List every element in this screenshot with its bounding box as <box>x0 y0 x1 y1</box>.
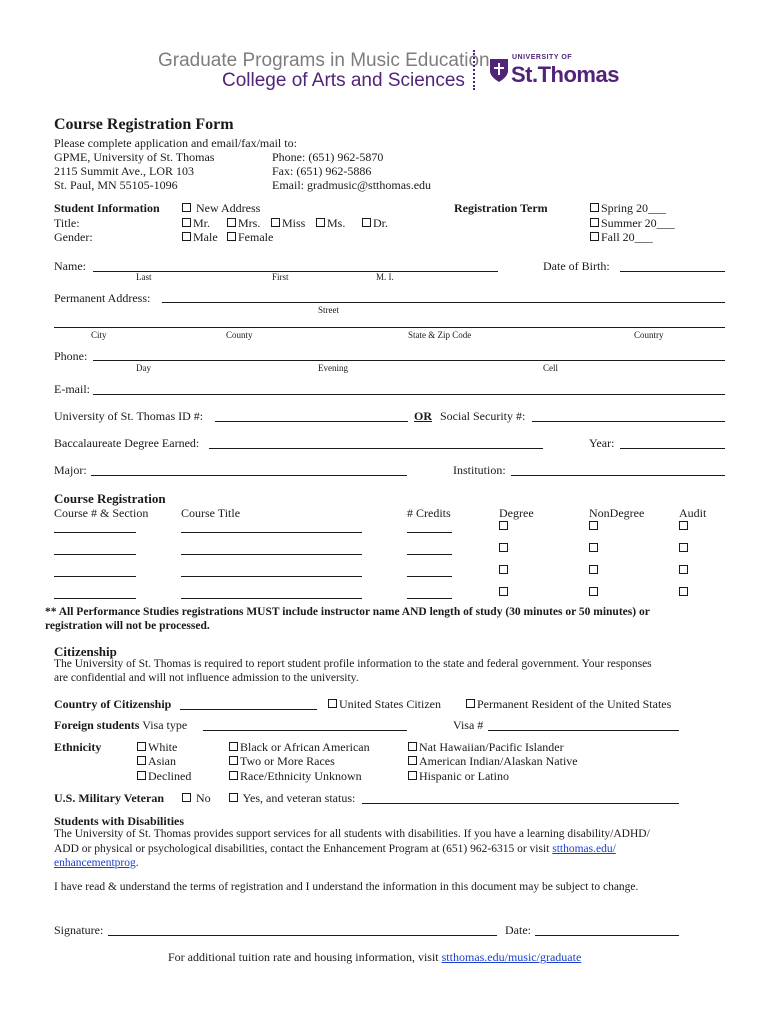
header-college-title: College of Arts and Sciences <box>222 70 465 91</box>
title-option-label: Ms. <box>327 216 346 230</box>
gender-option-label: Female <box>238 230 274 244</box>
address-line-1: GPME, University of St. Thomas <box>54 150 215 164</box>
title-option-dr[interactable] <box>362 216 388 231</box>
enhancement-link-part-1[interactable]: stthomas.edu/ <box>552 843 616 855</box>
checkbox-icon[interactable] <box>408 771 417 780</box>
institution-field[interactable] <box>511 475 725 476</box>
new-address-option[interactable] <box>182 201 260 216</box>
disabilities-line-3 <box>54 857 139 869</box>
nondegree-checkbox[interactable] <box>589 587 598 596</box>
checkbox-icon[interactable] <box>590 203 599 212</box>
ethnicity-hawaiian-option[interactable] <box>408 740 564 755</box>
course-title-field[interactable] <box>181 576 362 577</box>
gender-option-label: Male <box>193 230 218 244</box>
email-label: E-mail: <box>54 382 90 396</box>
disabilities-line-1: The University of St. Thomas provides support services for all students with disabilities. If you have a learning disability/ADHD/ <box>54 828 650 840</box>
credits-field[interactable] <box>407 598 452 599</box>
ethnicity-option-label: White <box>148 740 178 754</box>
agreement-statement: I have read & understand the terms of registration and I understand the information in this document may be subject to change. <box>54 881 639 893</box>
checkbox-icon[interactable] <box>227 218 236 227</box>
disabilities-line-2 <box>54 843 616 855</box>
address-line-3: St. Paul, MN 55105-1096 <box>54 178 178 192</box>
foreign-students-row <box>54 718 187 733</box>
foreign-students-label: Foreign students <box>54 718 140 732</box>
street-sublabel: Street <box>318 305 339 315</box>
checkbox-icon[interactable] <box>229 756 238 765</box>
checkbox-icon[interactable] <box>408 742 417 751</box>
ethnicity-black-option[interactable] <box>229 740 370 755</box>
ust-id-label: University of St. Thomas ID #: <box>54 409 204 423</box>
veteran-no-option[interactable] <box>182 791 211 806</box>
name-label: Name: <box>54 259 86 273</box>
name-sublabel-mi: M. I. <box>376 272 394 282</box>
footer-info <box>168 950 581 965</box>
gender-label: Gender: <box>54 230 93 244</box>
perm-resident-option[interactable] <box>466 697 671 712</box>
country-sublabel: Country <box>634 330 664 340</box>
audit-checkbox[interactable] <box>679 543 688 552</box>
bacc-label: Baccalaureate Degree Earned: <box>54 436 200 450</box>
ssn-field[interactable] <box>532 421 725 422</box>
ethnicity-option-label: Two or More Races <box>240 754 335 768</box>
checkbox-icon[interactable] <box>182 793 191 802</box>
visa-number-label: Visa # <box>453 718 484 732</box>
gender-option-male[interactable] <box>182 230 218 245</box>
title-option-label: Dr. <box>373 216 388 230</box>
credits-field[interactable] <box>407 576 452 577</box>
name-sublabel-last: Last <box>136 272 152 282</box>
major-field[interactable] <box>91 475 407 476</box>
state-zip-sublabel: State & Zip Code <box>408 330 472 340</box>
col-course-section: Course # & Section <box>54 506 149 520</box>
ssn-label: Social Security #: <box>440 409 526 423</box>
date-label: Date: <box>505 923 531 937</box>
header-divider <box>473 50 475 90</box>
street-field[interactable] <box>162 302 725 303</box>
ethnicity-label: Ethnicity <box>54 740 102 754</box>
signature-label: Signature: <box>54 923 104 937</box>
title-option-label: Mr. <box>193 216 211 230</box>
country-of-citizenship-field[interactable] <box>180 709 317 710</box>
perm-resident-label: Permanent Resident of the United States <box>477 697 672 711</box>
checkbox-icon[interactable] <box>590 218 599 227</box>
gender-option-female[interactable] <box>227 230 273 245</box>
institution-label: Institution: <box>453 463 506 477</box>
logo-st-thomas: St.Thomas <box>511 62 619 87</box>
footer-info-text: For additional tuition rate and housing information, visit <box>168 950 439 964</box>
checkbox-icon[interactable] <box>227 232 236 241</box>
year-field[interactable] <box>620 448 725 449</box>
title-option-label: Mrs. <box>238 216 261 230</box>
signature-field[interactable] <box>108 935 497 936</box>
county-sublabel: County <box>226 330 253 340</box>
nondegree-checkbox[interactable] <box>589 543 598 552</box>
checkbox-icon[interactable] <box>229 771 238 780</box>
term-option-fall[interactable] <box>590 230 653 245</box>
ethnicity-option-label: American Indian/Alaskan Native <box>419 754 578 768</box>
ethnicity-declined-option[interactable] <box>137 769 191 784</box>
checkbox-icon[interactable] <box>182 218 191 227</box>
checkbox-icon[interactable] <box>182 203 191 212</box>
nondegree-checkbox[interactable] <box>589 565 598 574</box>
ethnicity-hispanic-option[interactable] <box>408 769 509 784</box>
new-address-label: New Address <box>196 201 261 215</box>
degree-checkbox[interactable] <box>499 521 508 530</box>
contact-phone: Phone: (651) 962-5870 <box>272 150 384 164</box>
title-option-ms[interactable] <box>316 216 345 231</box>
title-option-label: Miss <box>282 216 306 230</box>
year-label: Year: <box>589 436 615 450</box>
veteran-status-field[interactable] <box>362 803 679 804</box>
ust-id-field[interactable] <box>215 421 408 422</box>
dob-label: Date of Birth: <box>543 259 610 273</box>
ethnicity-american-indian-option[interactable] <box>408 754 578 769</box>
audit-checkbox[interactable] <box>679 587 688 596</box>
city-state-field[interactable] <box>54 327 725 328</box>
ethnicity-option-label: Race/Ethnicity Unknown <box>240 769 362 783</box>
citizenship-paragraph-line-2: are confidential and will not influence admission to the university. <box>54 672 359 684</box>
title-option-mrs[interactable] <box>227 216 260 231</box>
disabilities-line-2-text: ADD or physical or psychological disabilities, contact the Enhancement Program at (651) 962-6315 or visit <box>54 843 550 855</box>
us-citizen-option[interactable] <box>328 697 441 712</box>
us-citizen-label: United States Citizen <box>339 697 441 711</box>
performance-note-line-2: registration will not be processed. <box>45 620 210 632</box>
title-label: Title: <box>54 216 80 230</box>
military-veteran-label: U.S. Military Veteran <box>54 791 164 805</box>
checkbox-icon[interactable] <box>408 756 417 765</box>
checkbox-icon[interactable] <box>362 218 371 227</box>
checkbox-icon[interactable] <box>271 218 280 227</box>
performance-note-line-1: ** All Performance Studies registrations MUST include instructor name AND length of study (30 minutes or 50 minutes) or <box>45 606 650 618</box>
audit-checkbox[interactable] <box>679 521 688 530</box>
checkbox-icon[interactable] <box>229 742 238 751</box>
ethnicity-option-label: Asian <box>148 754 176 768</box>
col-credits: # Credits <box>407 506 451 520</box>
degree-checkbox[interactable] <box>499 587 508 596</box>
form-intro: Please complete application and email/fax/mail to: <box>54 136 297 150</box>
major-label: Major: <box>54 463 87 477</box>
citizenship-paragraph-line-1: The University of St. Thomas is required to report student profile information to the state and federal government. Your responses <box>54 658 652 670</box>
or-label: OR <box>414 409 432 423</box>
checkbox-icon[interactable] <box>328 699 337 708</box>
city-sublabel: City <box>91 330 107 340</box>
degree-checkbox[interactable] <box>499 543 508 552</box>
term-option-label: Fall 20___ <box>601 230 653 244</box>
st-thomas-shield-icon <box>489 57 509 87</box>
ethnicity-unknown-option[interactable] <box>229 769 362 784</box>
enhancement-link-part-2[interactable]: enhancementprog <box>54 857 136 869</box>
ethnicity-two-or-more-option[interactable] <box>229 754 335 769</box>
perm-address-label: Permanent Address: <box>54 291 151 305</box>
checkbox-icon[interactable] <box>466 699 475 708</box>
disabilities-period: . <box>135 857 139 869</box>
email-field[interactable] <box>93 394 725 395</box>
bacc-field[interactable] <box>209 448 543 449</box>
disabilities-heading: Students with Disabilities <box>54 814 185 828</box>
col-course-title: Course Title <box>181 506 241 520</box>
ethnicity-option-label: Hispanic or Latino <box>419 769 509 783</box>
title-option-miss[interactable] <box>271 216 305 231</box>
course-section-field[interactable] <box>54 598 136 599</box>
course-registration-heading: Course Registration <box>54 491 166 506</box>
phone-sublabel-evening: Evening <box>318 363 348 373</box>
contact-email: Email: gradmusic@stthomas.edu <box>272 178 432 192</box>
credits-field[interactable] <box>407 532 452 533</box>
term-option-summer[interactable] <box>590 216 675 231</box>
phone-field[interactable] <box>93 360 725 361</box>
col-nondegree: NonDegree <box>589 506 645 520</box>
checkbox-icon[interactable] <box>590 232 599 241</box>
citizenship-heading: Citizenship <box>54 644 117 659</box>
visa-type-field[interactable] <box>203 730 407 731</box>
student-info-heading: Student Information <box>54 201 160 215</box>
visa-number-field[interactable] <box>488 730 679 731</box>
course-title-field[interactable] <box>181 598 362 599</box>
country-of-citizenship-label: Country of Citizenship <box>54 697 172 711</box>
checkbox-icon[interactable] <box>316 218 325 227</box>
logo-university-of: UNIVERSITY OF <box>512 54 573 61</box>
term-option-label: Spring 20___ <box>601 201 667 215</box>
checkbox-icon[interactable] <box>137 771 146 780</box>
name-field[interactable] <box>93 271 498 272</box>
checkbox-icon[interactable] <box>182 232 191 241</box>
veteran-yes-option[interactable] <box>229 791 355 806</box>
visa-type-label: Visa type <box>142 718 188 732</box>
ethnicity-option-label: Black or African American <box>240 740 370 754</box>
dob-field[interactable] <box>620 271 725 272</box>
name-sublabel-first: First <box>272 272 289 282</box>
header-program-title: Graduate Programs in Music Education <box>158 50 490 71</box>
title-option-mr[interactable] <box>182 216 210 231</box>
phone-sublabel-day: Day <box>136 363 151 373</box>
ethnicity-white-option[interactable] <box>137 740 177 755</box>
registration-term-heading: Registration Term <box>454 201 548 215</box>
ethnicity-asian-option[interactable] <box>137 754 176 769</box>
course-title-field[interactable] <box>181 532 362 533</box>
term-option-spring[interactable] <box>590 201 666 216</box>
contact-fax: Fax: (651) 962-5886 <box>272 164 372 178</box>
address-line-2: 2115 Summit Ave., LOR 103 <box>54 164 195 178</box>
course-section-field[interactable] <box>54 554 136 555</box>
degree-checkbox[interactable] <box>499 565 508 574</box>
checkbox-icon[interactable] <box>229 793 238 802</box>
col-degree: Degree <box>499 506 534 520</box>
veteran-yes-label: Yes, and veteran status: <box>242 791 356 805</box>
checkbox-icon[interactable] <box>137 742 146 751</box>
audit-checkbox[interactable] <box>679 565 688 574</box>
ethnicity-option-label: Declined <box>148 769 192 783</box>
term-option-label: Summer 20___ <box>601 216 675 230</box>
credits-field[interactable] <box>407 554 452 555</box>
phone-sublabel-cell: Cell <box>543 363 558 373</box>
nondegree-checkbox[interactable] <box>589 521 598 530</box>
music-graduate-link[interactable]: stthomas.edu/music/graduate <box>441 950 582 964</box>
date-field[interactable] <box>535 935 679 936</box>
form-title: Course Registration Form <box>54 116 234 133</box>
course-section-field[interactable] <box>54 576 136 577</box>
course-section-field[interactable] <box>54 532 136 533</box>
veteran-no-label: No <box>196 791 211 805</box>
col-audit: Audit <box>679 506 707 520</box>
phone-label: Phone: <box>54 349 88 363</box>
course-title-field[interactable] <box>181 554 362 555</box>
checkbox-icon[interactable] <box>137 756 146 765</box>
ethnicity-option-label: Nat Hawaiian/Pacific Islander <box>419 740 564 754</box>
